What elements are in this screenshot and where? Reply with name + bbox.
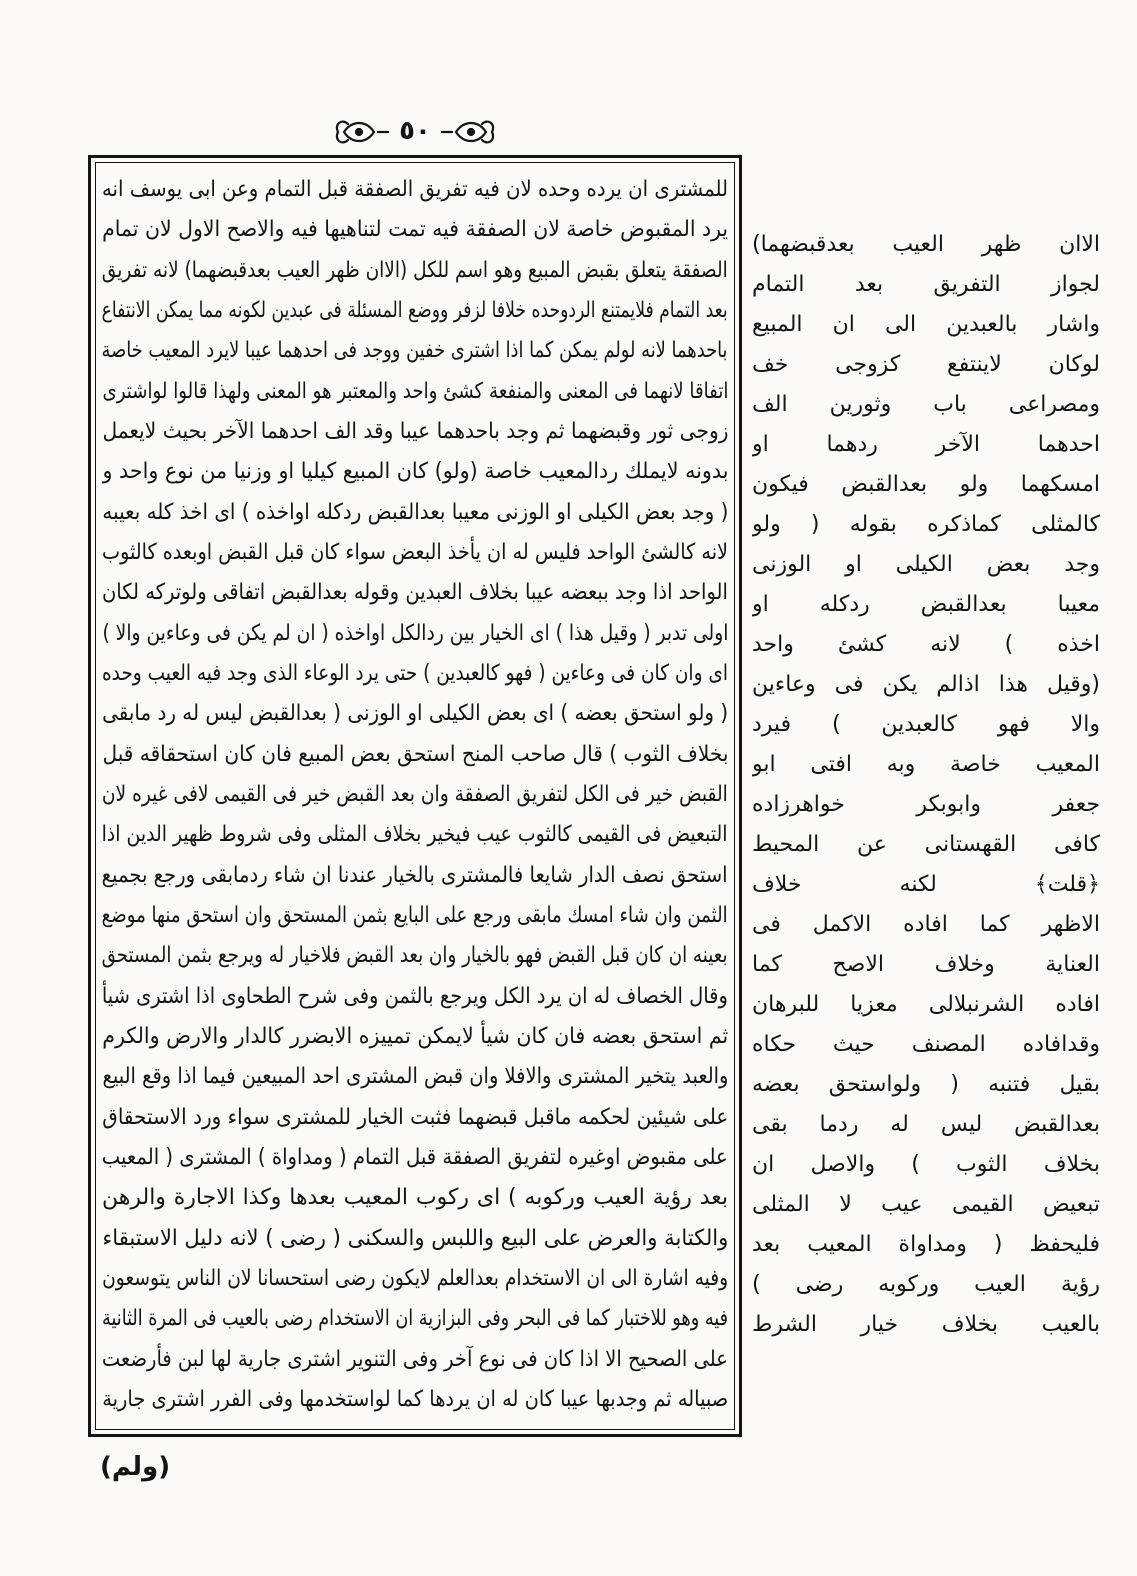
main-text-line-text: صبياله ثم وجدبها عيبا كان له ان يردها كما لواستخدمها وفى الفرر اشترى جارية [102,1386,728,1412]
main-text-line-text: بعد التمام فلايمتنع الردوحده خلافا لزفر ووضع المسئلة فى عبدين لكونه مما يمكن الانتفاع [102,297,728,323]
main-text-line-text: الواحد اذا وجد ببعضه عيبا بخلاف العبدين وقوله بعدالقبض اتفاقى ولوتركه لكان [102,580,728,606]
main-text-line-text: ( وجد بعض الكيلى او الوزنى معيبا بعدالقبض ردكله اواخذه ) اى اخذ كله بعيبه [102,499,728,525]
main-text-line [102,1057,728,1097]
margin-text-line-text: بعدالقبض ليس له ردما بقى [752,1112,1100,1137]
main-text-line-text: فيه وهو للاختبار كما فى البحر وفى البزازية ان الاستخدام رضى بالعيب فى المرة الثانية [102,1306,728,1332]
margin-text-line [752,1065,1100,1105]
page-number: ٥٠ [399,116,431,146]
margin-text-line-text: كالمثلى كماذكره بقوله ( ولو [752,512,1100,537]
margin-text-line [752,1305,1100,1345]
main-text-line [102,251,728,291]
margin-text-line [752,1225,1100,1265]
main-text-line-text: على شيئين لحكمه ماقبل قبضهما فثبت الخيار للمشترى سواء ورد الاستحقاق [102,1104,728,1130]
main-text-line [102,1299,728,1339]
margin-text-line [752,1105,1100,1145]
main-text-line-text: بدونه لايملك ردالمعيب خاصة (ولو) كان المبيع كيليا او وزنيا من نوع واحد و [102,459,728,485]
margin-text-line-text: بخلاف الثوب ) والاصل ان [752,1152,1100,1177]
margin-text-line-text: الاظهر كما افاده الاكمل فى [752,912,1100,937]
main-text-line [102,291,728,331]
margin-text-line [752,1185,1100,1225]
main-text-line [102,694,728,734]
margin-text-line-text: واشار بالعبدين الى ان المبيع [752,312,1100,337]
catchword: (ولم) [100,1452,171,1482]
main-text-line-text: بعينه ان كان قبل القبض فهو بالخيار وان بعد القبض فلاخيار له ويرجع بثمن المستحق [102,943,728,969]
margin-text-line [752,825,1100,865]
main-text-line [102,331,728,371]
margin-text-line [752,625,1100,665]
margin-text-line [752,905,1100,945]
main-text-line-text: اولى تدبر ( وقيل هذا ) اى الخيار بين ردالكل اواخذه ( ان لم يكن فى وعاءين والا ) [102,620,728,646]
main-text-line [102,210,728,250]
main-text-line-text: استحق نصف الدار شايعا فالمشترى بالخيار عندنا ان شاء ردمابقى ورجع بجميع [102,862,728,888]
margin-text-line [752,265,1100,305]
main-text-line-text: باحدهما لانه لولم يمكن كما اذا اشترى خفين ووجد فى احدهما عيبا لايرد المعيب خاصة [102,338,728,364]
main-text-line-text: على الصحيح الا اذا كان فى نوع آخر وفى التنوير اشترى جارية لها لبن فأرضعت [102,1346,728,1372]
margin-text-line-text: العناية وخلاف الاصح كما [752,952,1100,977]
margin-text-line-text: فليحفظ ( ومداواة المعيب بعد [752,1232,1100,1257]
main-text-line-text: زوجى ثور وقبضهما ثم وجد باحدهما عيبا وقد الف احدهما الآخر بحيث لايعمل [102,418,728,444]
margin-text-line-text: احدهما الآخر ردهما او [752,432,1100,457]
main-text-line [102,1098,728,1138]
main-text-line-text: بعد رؤية العيب وركوبه ) اى ركوب المعيب بعدها وكذا الاجارة والرهن [102,1185,728,1211]
margin-text-line-text: كافى القهستانى عن المحيط [752,832,1100,857]
margin-text-line-text: ومصراعى باب وثورين الف [752,392,1100,417]
main-text-line [102,896,728,936]
main-text-line [102,1380,728,1420]
main-text-line-text: اى وان كان فى وعاءين ( فهو كالعبدين ) حتى يرد الوعاء الذى وجد فيه العيب وحده [102,660,728,686]
main-text-line-text: والكتابة والعرض على البيع واللبس والسكنى ( رضى ) لانه دليل الاستبقاء [102,1225,728,1251]
margin-text-line [752,305,1100,345]
margin-text-line [752,505,1100,545]
margin-text-line-text: بالعيب بخلاف خيار الشرط [752,1312,1100,1337]
margin-text-line [752,665,1100,705]
main-text-line [102,977,728,1017]
margin-text-line-text: افاده الشرنبلالى معزيا للبرهان [752,992,1100,1017]
margin-text-line-text: امسكهما ولو بعدالقبض فيكون [752,472,1100,497]
main-text-line [102,452,728,492]
margin-text-line-text: الاان ظهر العيب بعدقبضهما) [752,232,1100,257]
main-text-line-text: الصفقة يتعلق بقبض المبيع وهو اسم للكل (الاان ظهر العيب بعدقبضهما) لانه تفريق [102,257,728,283]
margin-text-line [752,1265,1100,1305]
main-text-line [102,775,728,815]
margin-text-line-text: لجواز التفريق بعد التمام [752,272,1100,297]
main-text-line-text: ( ولو استحق بعضه ) اى بعض الكيلى او الوزنى ( بعدالقبض ليس له رد مابقى [102,701,728,727]
main-text-line [102,1178,728,1218]
main-text-line-text: القبض خير فى الكل لتفريق الصفقة وان بعد القبض خير فى القيمى لافى غيره لان [102,781,728,807]
main-text-line [102,654,728,694]
margin-text-line [752,1025,1100,1065]
main-text-line [102,856,728,896]
margin-text-line [752,585,1100,625]
main-text-line-text: والعبد يتخير المشترى والافلا وان قبض المشترى احد المبيعين فيما اذا وقع البيع [102,1064,728,1090]
main-text-line-text: للمشترى ان يرده وحده لان فيه تفريق الصفقة قبل التمام وعن ابى يوسف انه [102,177,728,202]
main-text-line-text: بخلاف الثوب ) قال صاحب المنح استحق بعض المبيع فان كان استحقاقه قبل [102,741,728,767]
main-text-line [102,936,728,976]
margin-text-line [752,865,1100,905]
margin-text-line-text: جعفر وابوبكر خواهرزاده [752,792,1100,817]
margin-text-line-text: بقيل فتنبه ( ولواستحق بعضه [752,1072,1100,1097]
main-text-line-text: لانه كالشئ الواحد فليس له ان يأخذ البعض سواء كان قبل القبض اوبعده كالثوب [102,539,728,565]
main-text-line-text: وفيه اشارة الى ان الاستخدام بعدالعلم لايكون رضى استحسانا لان الناس يتوسعون [102,1265,728,1291]
margin-text-line-text: ﴿قلت﴾ لكنه خلاف [752,872,1100,897]
main-text-line [102,372,728,412]
margin-text-line-text: اخذه ) لانه كشئ واحد [752,632,1100,657]
margin-text-line-text: (وقيل هذا اذالم يكن فى وعاءين [752,672,1100,697]
page-header [330,110,500,156]
main-text-line [102,1259,728,1299]
main-text-line-text: اتفاقا لانهما فى المعنى والمنفعة كشئ واحد والمعتبر هو المعنى ولهذا قالوا لواشترى [102,378,728,404]
main-text-line-text: على مقبوض اوغيره لتفريق الصفقة قبل التمام ( ومداواة ) المشترى ( المعيب [102,1144,728,1170]
main-text-line [102,573,728,613]
main-text-line-text: التبعيض فى القيمى كالثوب عيب فيخير بخلاف المثلى وفى شروط ظهير الدين اذا [102,822,728,848]
main-text-line [102,533,728,573]
margin-text-line [752,985,1100,1025]
main-text-line-text: يرد المقبوض خاصة لان الصفقة فيه تمت لتناهيها فيه والاصح الاول لان تمام [102,217,728,243]
margin-text-line [752,225,1100,265]
margin-text-line [752,745,1100,785]
margin-text-line [752,385,1100,425]
main-text-line [102,1138,728,1178]
main-text-line [102,412,728,452]
main-text-line-text: ثم استحق بعضه فان كان شيأ لايمكن تمييزه الابضرر كالدار والارض والكرم [102,1023,728,1049]
margin-text-line-text: وجد بعض الكيلى او الوزنى [752,552,1100,577]
margin-text-line-text: معيبا بعدالقبض ردكله او [752,592,1100,617]
main-text [102,170,728,1420]
main-text-line [102,1340,728,1380]
margin-text-line [752,545,1100,585]
main-text-line [102,1017,728,1057]
main-text-line [102,1219,728,1259]
margin-text-line [752,345,1100,385]
margin-text-line [752,1145,1100,1185]
margin-commentary [752,225,1100,1345]
margin-text-line-text: والا فهو كالعبدين ) فيرد [752,712,1100,737]
main-text-line [102,493,728,533]
main-text-line-text: وقال الخصاف له ان يرد الكل ويرجع بالثمن وفى شرح الطحاوى اذا اشترى شيأ [102,983,728,1009]
margin-text-line-text: المعيب خاصة وبه افتى ابو [752,752,1100,777]
margin-text-line [752,785,1100,825]
margin-text-line-text: لوكان لاينتفع كزوجى خف [752,352,1100,377]
margin-text-line-text: تبعيض القيمى عيب لا المثلى [752,1192,1100,1217]
main-text-line [102,815,728,855]
margin-text-line [752,705,1100,745]
margin-text-line-text: رؤية العيب وركوبه رضى ) [752,1272,1100,1297]
margin-text-line [752,945,1100,985]
margin-text-line [752,465,1100,505]
main-text-line [102,735,728,775]
margin-text-line-text: وقدافاده المصنف حيث حكاه [752,1032,1100,1057]
main-text-line [102,170,728,210]
main-text-line-text: الثمن وان شاء امسك مابقى ورجع على البايع بثمن المستحق وان استحق منها موضع [102,902,728,928]
main-text-line [102,614,728,654]
margin-text-line [752,425,1100,465]
